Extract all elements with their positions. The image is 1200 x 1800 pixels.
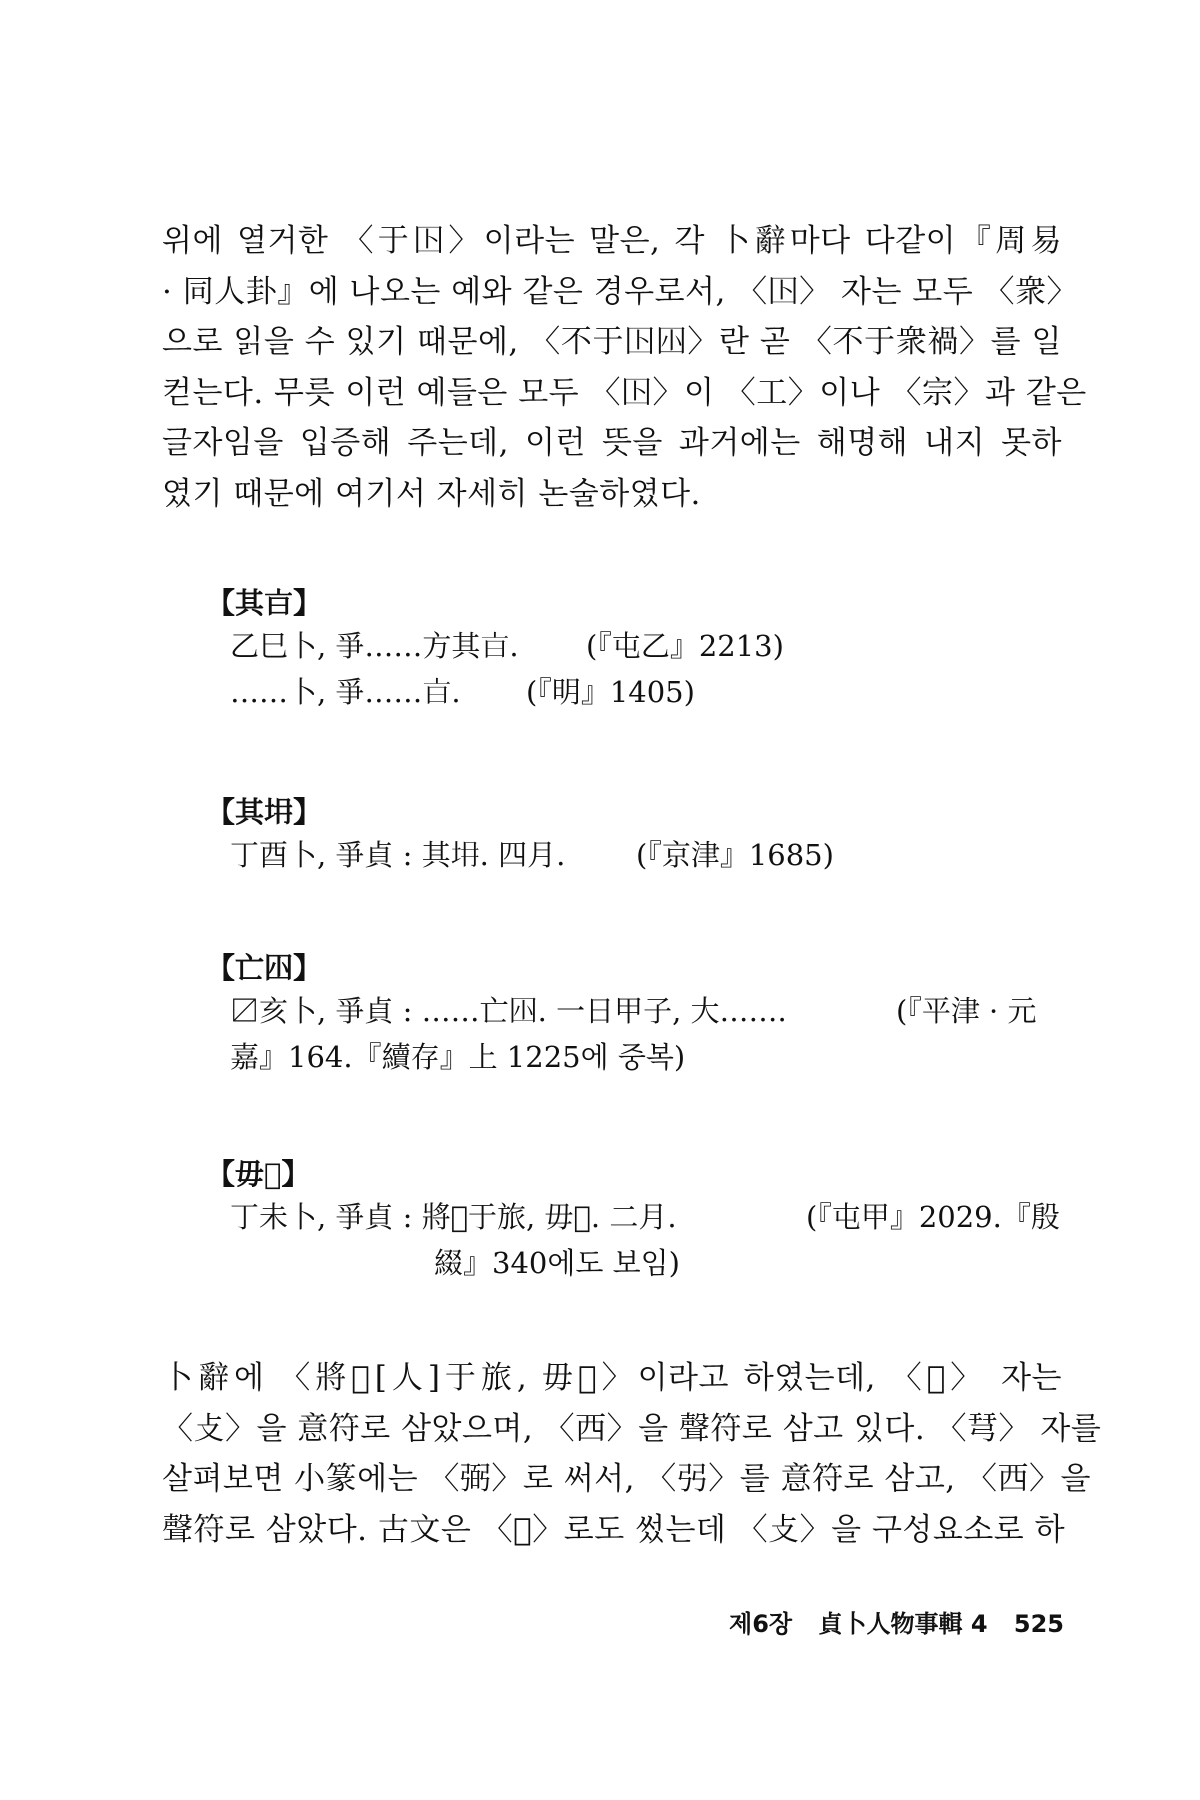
page-footer bbox=[729, 1604, 1064, 1639]
paragraph-2 bbox=[162, 1353, 1102, 1555]
paragraph-1 bbox=[162, 216, 1087, 519]
paragraph-line: 글자임을 입증해 주는데, 이런 뜻을 과거에는 해명해 내지 못하 bbox=[162, 425, 1062, 461]
entry-heading: 【其𣅀】 bbox=[206, 586, 323, 620]
entry-wang-huo bbox=[206, 948, 1066, 1080]
source-citation: (『屯甲』2029.『殷 bbox=[806, 1200, 1060, 1234]
entry-heading: 【毋𢼸】 bbox=[206, 1157, 311, 1191]
paragraph-line: 였기 때문에 여기서 자세히 논술하였다. bbox=[162, 475, 701, 512]
chapter-title: 貞卜人物事輯 4 bbox=[818, 1610, 988, 1638]
entry-heading: 【其𡉱】 bbox=[206, 795, 323, 829]
chapter-label: 제6장 bbox=[729, 1610, 793, 1638]
page-number: 525 bbox=[1013, 1610, 1064, 1638]
paragraph-line: 컫는다. 무릇 이런 예들은 모두 〈𡆥〉이 〈工〉이나 〈宗〉과 같은 bbox=[162, 374, 1087, 411]
paragraph-line: · 同人卦』에 나오는 예와 같은 경우로서, 〈𡆥〉 자는 모두 〈衆〉 bbox=[162, 273, 1079, 310]
paragraph-line: 살펴보면 小篆에는 〈弼〉로 써서, 〈弜〉를 意符로 삼고, 〈西〉을 bbox=[162, 1461, 1091, 1497]
inscription-text: 〼亥卜, 爭貞 : ……亡𡆧. 一日甲子, 大……. bbox=[230, 994, 787, 1028]
entry-row bbox=[206, 1240, 1066, 1286]
entry-qi-xu bbox=[206, 583, 1066, 715]
source-citation: (『明』1405) bbox=[526, 675, 695, 709]
entry-row bbox=[206, 1034, 1066, 1080]
entry-row bbox=[206, 669, 1066, 715]
paragraph-line: 〈攴〉을 意符로 삼았으며, 〈西〉을 聲符로 삼고 있다. 〈𢏗〉 자를 bbox=[162, 1410, 1102, 1447]
inscription-text: 綴』340에도 보임) bbox=[434, 1246, 680, 1280]
inscription-text: 乙巳卜, 爭……方其𣅀. bbox=[230, 629, 519, 663]
entry-row bbox=[206, 832, 1066, 878]
entry-row bbox=[206, 623, 1066, 669]
paragraph-line: 위에 열거한 〈于𡆥〉이라는 말은, 각 卜辭마다 다같이『周易 bbox=[162, 223, 1062, 259]
inscription-text: 丁酉卜, 爭貞 : 其𡉱. 四月. bbox=[230, 838, 566, 872]
inscription-text: 丁未卜, 爭貞 : 將𡠾于旅, 毋𢼸. 二月. bbox=[230, 1200, 677, 1234]
inscription-text: ……卜, 爭……𣅀. bbox=[230, 675, 461, 709]
source-citation: (『平津 · 元 bbox=[896, 994, 1037, 1028]
paragraph-line: 으로 읽을 수 있기 때문에, 〈不于𡆥𡆧〉란 곧 〈不于衆禍〉를 일 bbox=[162, 324, 1062, 360]
paragraph-line: 卜辭에 〈將𡠾[人]于旅, 毋𢼸〉이라고 하였는데, 〈𢼸〉 자는 bbox=[162, 1360, 1062, 1396]
source-citation: (『屯乙』2213) bbox=[586, 629, 784, 663]
source-citation: (『京津』1685) bbox=[636, 838, 834, 872]
paragraph-line: 聲符로 삼았다. 古文은 〈𢼸〉로도 썼는데 〈攴〉을 구성요소로 하 bbox=[162, 1511, 1066, 1548]
entry-row bbox=[206, 1194, 1066, 1240]
entry-qi-jiu bbox=[206, 792, 1066, 878]
entry-row bbox=[206, 988, 1066, 1034]
entry-wu-you bbox=[206, 1154, 1066, 1286]
entry-heading: 【亡𡆧】 bbox=[206, 951, 323, 985]
inscription-text: 嘉』164.『續存』上 1225에 중복) bbox=[230, 1040, 686, 1074]
